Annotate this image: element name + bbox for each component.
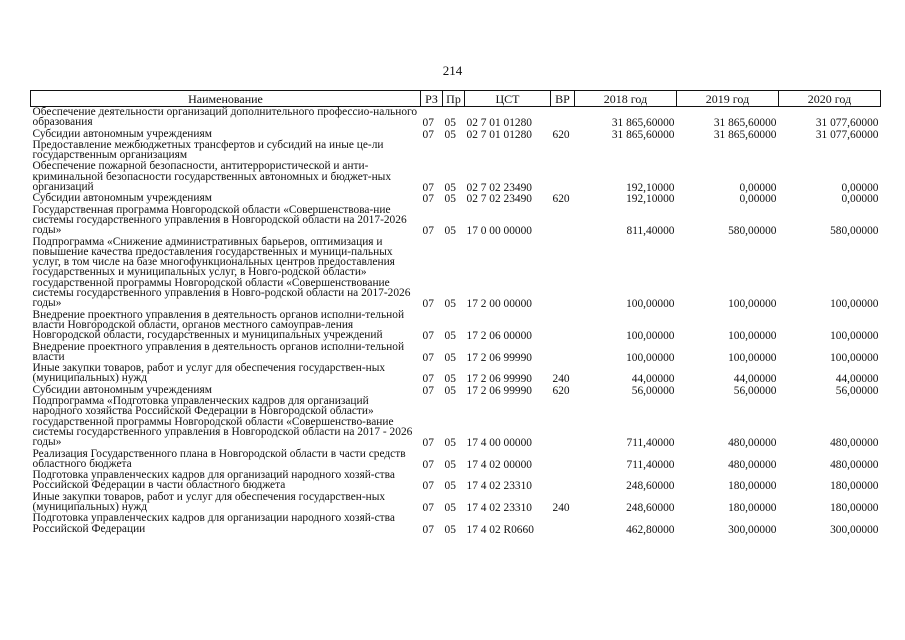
cell-2020: 0,00000 (841, 193, 879, 206)
cell-pr: 05 (444, 182, 456, 195)
cell-cst: 17 2 06 00000 (466, 330, 532, 343)
cell-2020 (779, 140, 881, 162)
cell-rz: 07 (422, 225, 434, 238)
cell-vr (551, 470, 575, 492)
cell-rz: 07 (422, 351, 434, 364)
table-row (31, 140, 881, 162)
cell-2020: 580,00000 (830, 225, 879, 238)
cell-pr: 05 (444, 384, 456, 397)
cell-2018: 192,10000 (626, 193, 675, 206)
cell-cst: 02 7 01 01280 (466, 128, 532, 141)
cell-2019: 100,00000 (728, 330, 777, 343)
column-header-rz: РЗ (421, 91, 443, 107)
cell-2019: 0,00000 (739, 193, 777, 206)
cell-vr (551, 396, 575, 448)
cell-vr (551, 161, 575, 193)
cell-2018: 462,80000 (626, 523, 675, 536)
cell-2019: 44,00000 (733, 373, 777, 386)
column-header-pr: Пр (443, 91, 465, 107)
cell-name: Субсидии автономным учреждениям (32, 383, 212, 396)
cell-2018: 44,00000 (631, 373, 675, 386)
cell-pr (443, 140, 465, 162)
cell-rz: 07 (422, 523, 434, 536)
page-number: 214 (442, 63, 463, 78)
cell-pr: 05 (444, 298, 456, 311)
table-row (31, 193, 881, 204)
cell-name: Иные закупки товаров, работ и услуг для обеспечения государствен-ных (муниципальных) нужд (32, 362, 386, 385)
cell-2019: 480,00000 (728, 437, 777, 450)
cell-2019: 580,00000 (728, 225, 777, 238)
cell-cst: 17 0 00 00000 (466, 225, 532, 238)
cell-name: Реализация Государственного плана в Новгородской области в части средств областного бюджета (32, 447, 406, 470)
cell-vr (551, 237, 575, 310)
cell-cst: 17 4 02 00000 (466, 458, 532, 471)
cell-cst (465, 140, 551, 162)
cell-pr: 05 (444, 128, 456, 141)
table-row (31, 449, 881, 471)
cell-pr: 05 (444, 225, 456, 238)
cell-pr: 05 (444, 458, 456, 471)
cell-2019: 31 865,60000 (713, 117, 777, 130)
cell-2018: 100,00000 (626, 298, 675, 311)
column-header-2019: 2019 год (677, 91, 779, 107)
column-header-vr: ВР (551, 91, 575, 107)
cell-rz: 07 (422, 501, 434, 514)
cell-rz: 07 (422, 117, 434, 130)
cell-2020: 44,00000 (835, 373, 879, 386)
cell-rz: 07 (422, 480, 434, 493)
cell-2019: 0,00000 (739, 182, 777, 195)
cell-name: Иные закупки товаров, работ и услуг для обеспечения государствен-ных (муниципальных) нужд (32, 490, 386, 513)
cell-2018: 248,60000 (626, 480, 675, 493)
column-header-name: Наименование (31, 91, 421, 107)
cell-vr: 240 (552, 501, 570, 514)
cell-2020: 0,00000 (841, 182, 879, 195)
cell-pr: 05 (444, 523, 456, 536)
cell-2019: 100,00000 (728, 298, 777, 311)
table-row (31, 342, 881, 364)
cell-vr (551, 310, 575, 342)
cell-rz: 07 (422, 298, 434, 311)
cell-pr: 05 (444, 437, 456, 450)
table-row (31, 237, 881, 310)
cell-pr: 05 (444, 193, 456, 206)
column-header-2018: 2018 год (575, 91, 677, 107)
cell-name: Подготовка управленческих кадров для организации народного хозяй-ства Российской Федерации (32, 512, 395, 535)
cell-vr (551, 140, 575, 162)
cell-rz: 07 (422, 330, 434, 343)
cell-name: Обеспечение пожарной безопасности, антитеррористической и анти-криминальной безопасности государственных автономных и бюджет-ных организаций (32, 160, 392, 194)
cell-2020: 180,00000 (830, 501, 879, 514)
cell-rz: 07 (422, 193, 434, 206)
column-header-cst: ЦСТ (465, 91, 551, 107)
cell-2018: 100,00000 (626, 330, 675, 343)
cell-rz: 07 (422, 128, 434, 141)
cell-2020: 100,00000 (830, 351, 879, 364)
cell-vr (551, 107, 575, 129)
cell-name: Государственная программа Новгородской области «Совершенствова-ние системы государственного управления в Новгородской области на 2017-2026 годы» (32, 203, 407, 237)
table-row (31, 363, 881, 385)
cell-2018 (575, 140, 677, 162)
cell-2019: 180,00000 (728, 480, 777, 493)
cell-pr: 05 (444, 501, 456, 514)
table-row (31, 470, 881, 492)
cell-pr: 05 (444, 351, 456, 364)
cell-cst: 02 7 02 23490 (466, 182, 532, 195)
table-header-row (31, 91, 881, 107)
cell-cst: 17 4 02 R0660 (466, 523, 534, 536)
cell-vr (551, 205, 575, 237)
cell-2019: 180,00000 (728, 501, 777, 514)
cell-name: Субсидии автономным учреждениям (32, 192, 212, 205)
cell-cst: 17 4 02 23310 (466, 480, 532, 493)
cell-2018: 100,00000 (626, 351, 675, 364)
table-row (31, 205, 881, 237)
table-row (31, 492, 881, 514)
cell-name: Подготовка управленческих кадров для организаций народного хозяй-ства Российской Федерации в части областного бюджета (32, 469, 395, 492)
cell-name: Обеспечение деятельности организаций дополнительного профессио-нального образования (32, 106, 418, 129)
cell-cst: 17 2 06 99990 (466, 384, 532, 397)
cell-rz: 07 (422, 437, 434, 450)
cell-2019: 300,00000 (728, 523, 777, 536)
cell-2018: 711,40000 (626, 437, 675, 450)
cell-cst: 17 4 02 23310 (466, 501, 532, 514)
cell-cst: 17 4 00 00000 (466, 437, 532, 450)
cell-2018: 31 865,60000 (611, 128, 675, 141)
table-row (31, 310, 881, 342)
cell-2019: 100,00000 (728, 351, 777, 364)
cell-rz (421, 140, 443, 162)
cell-2019: 31 865,60000 (713, 128, 777, 141)
cell-cst: 02 7 01 01280 (466, 117, 532, 130)
table-row (31, 513, 881, 535)
cell-rz: 07 (422, 182, 434, 195)
cell-2020: 56,00000 (835, 384, 879, 397)
cell-rz: 07 (422, 384, 434, 397)
cell-name: Подпрограмма «Снижение административных барьеров, оптимизация и повышение качества предоставления государственных и муници-пальных услуг, в том числе на базе многофункциональных центров предоставления государственных и муниципальных услуг, в Новго-родской области» государственной программы Новгородской области «Совершенствование системы государственного управления в Новго-родской области на 2017-2026 годы» (32, 235, 411, 310)
cell-2018: 31 865,60000 (611, 117, 675, 130)
cell-pr: 05 (444, 480, 456, 493)
table-row (31, 396, 881, 448)
cell-vr: 620 (552, 193, 570, 206)
cell-vr (551, 342, 575, 364)
cell-name: Предоставление межбюджетных трансфертов и субсидий на иные це-ли государственным организациям (32, 138, 384, 162)
cell-2020: 31 077,60000 (815, 117, 879, 130)
cell-vr (551, 513, 575, 535)
cell-rz: 07 (422, 458, 434, 471)
cell-2019: 480,00000 (728, 458, 777, 471)
cell-cst: 17 2 06 99990 (466, 351, 532, 364)
cell-2019 (677, 140, 779, 162)
table-row (31, 107, 881, 129)
cell-name: Внедрение проектного управления в деятельность органов исполни-тельной власти Новгородской области, органов местного самоуправ-ления Новгородской области, государственных и муниципальных учреждений (32, 308, 405, 342)
cell-pr: 05 (444, 330, 456, 343)
cell-2020: 480,00000 (830, 437, 879, 450)
cell-2020: 300,00000 (830, 523, 879, 536)
cell-cst: 17 2 00 00000 (466, 298, 532, 311)
cell-vr: 240 (552, 373, 570, 386)
cell-2018: 56,00000 (631, 384, 675, 397)
cell-2018: 811,40000 (626, 225, 675, 238)
cell-2020: 100,00000 (830, 330, 879, 343)
cell-vr: 620 (552, 384, 570, 397)
cell-2018: 192,10000 (626, 182, 675, 195)
cell-name: Подпрограмма «Подготовка управленческих кадров для организаций народного хозяйства Российской Федерации в Новгородской области» государственной программы Новгородской области «Совершенство-вание системы государственного управления в Новгородской области на 2017 - 2026 годы» (32, 395, 413, 449)
cell-vr (551, 449, 575, 471)
cell-2020: 31 077,60000 (815, 128, 879, 141)
cell-2020: 480,00000 (830, 458, 879, 471)
table-row (31, 161, 881, 193)
cell-name: Внедрение проектного управления в деятельность органов исполни-тельной власти (32, 340, 405, 363)
cell-cst: 17 2 06 99990 (466, 373, 532, 386)
cell-2018: 711,40000 (626, 458, 675, 471)
cell-cst: 02 7 02 23490 (466, 193, 532, 206)
cell-vr: 620 (552, 128, 570, 141)
cell-2019: 56,00000 (733, 384, 777, 397)
cell-2020: 180,00000 (830, 480, 879, 493)
budget-table (30, 90, 881, 535)
cell-pr: 05 (444, 117, 456, 130)
column-header-2020: 2020 год (779, 91, 881, 107)
cell-2018: 248,60000 (626, 501, 675, 514)
cell-name: Субсидии автономным учреждениям (32, 127, 212, 140)
cell-2020: 100,00000 (830, 298, 879, 311)
cell-pr: 05 (444, 373, 456, 386)
cell-rz: 07 (422, 373, 434, 386)
